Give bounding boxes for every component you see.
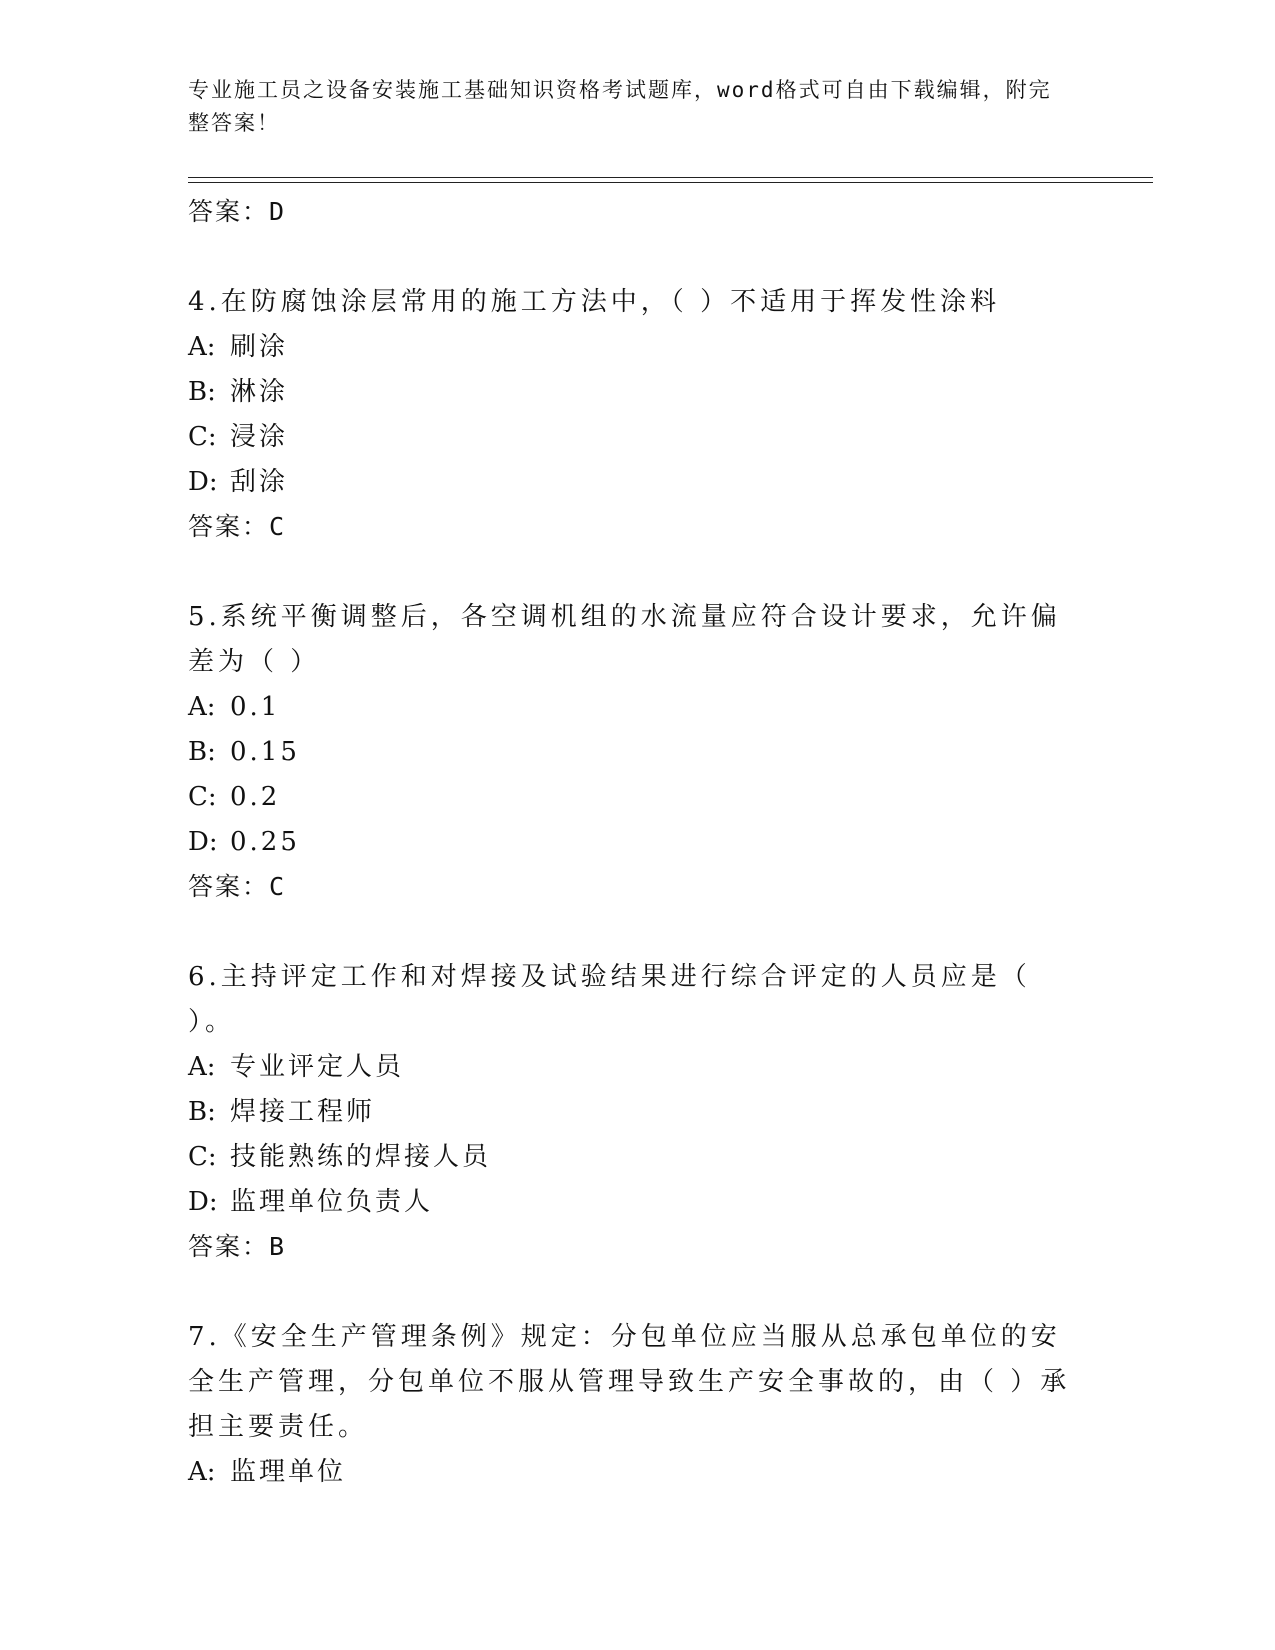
answer-line [188, 505, 1088, 549]
option-item [188, 460, 1088, 505]
option-text: 监理单位 [230, 1457, 347, 1487]
option-letter: A: [188, 692, 216, 722]
question-text: 5.系统平衡调整后，各空调机组的水流量应符合设计要求，允许偏差为（ ） [188, 602, 1061, 677]
answer-value: D [269, 197, 287, 226]
header-text: 专业施工员之设备安装施工基础知识资格考试题库，word格式可自由下载编辑，附完整答案！ [188, 78, 1052, 135]
option-text: 淋涂 [230, 377, 289, 407]
answer-value: C [269, 872, 287, 901]
option-item [188, 1180, 1088, 1225]
option-item [188, 370, 1088, 415]
option-item [188, 1450, 1088, 1495]
option-letter: A: [188, 332, 216, 362]
option-item [188, 1045, 1088, 1090]
option-item [188, 325, 1088, 370]
answer-label: 答案： [188, 1232, 270, 1261]
option-letter: C: [188, 1142, 217, 1172]
option-item [188, 730, 1088, 775]
answer-label: 答案： [188, 512, 270, 541]
option-letter: C: [188, 422, 217, 452]
answer-line [188, 190, 1088, 234]
answer-line [188, 865, 1088, 909]
document-header [188, 74, 1068, 140]
option-letter: D: [188, 1187, 218, 1217]
question-block [188, 280, 1088, 549]
option-item [188, 415, 1088, 460]
option-item [188, 775, 1088, 820]
question-list [188, 190, 1088, 1495]
answer-label: 答案： [188, 197, 270, 226]
option-item [188, 1090, 1088, 1135]
option-letter: A: [188, 1457, 216, 1487]
question-block [188, 955, 1088, 1269]
option-letter: C: [188, 782, 217, 812]
option-text: 0.2 [230, 782, 281, 812]
option-text: 浸涂 [230, 422, 289, 452]
answer-value: C [269, 512, 287, 541]
option-letter: B: [188, 737, 216, 767]
option-text: 0.25 [230, 827, 300, 857]
header-divider-bottom [188, 182, 1153, 183]
header-divider-top [188, 177, 1153, 178]
option-item [188, 1135, 1088, 1180]
option-letter: B: [188, 1097, 216, 1127]
option-text: 焊接工程师 [230, 1097, 376, 1127]
question-text: 7.《安全生产管理条例》规定：分包单位应当服从总承包单位的安全生产管理，分包单位不服从管理导致生产安全事故的，由（ ）承担主要责任。 [188, 1322, 1071, 1442]
question-text: 4.在防腐蚀涂层常用的施工方法中，（ ）不适用于挥发性涂料 [188, 287, 1001, 317]
option-letter: D: [188, 827, 218, 857]
option-letter: A: [188, 1052, 216, 1082]
answer-label: 答案： [188, 872, 270, 901]
question-block [188, 1315, 1088, 1495]
answer-line [188, 1225, 1088, 1269]
option-letter: D: [188, 467, 218, 497]
option-text: 刷涂 [230, 332, 289, 362]
option-text: 监理单位负责人 [230, 1187, 434, 1217]
answer-value: B [269, 1232, 287, 1261]
option-text: 专业评定人员 [230, 1052, 405, 1082]
option-item [188, 685, 1088, 730]
option-letter: B: [188, 377, 216, 407]
question-block [188, 595, 1088, 909]
option-text: 0.15 [230, 737, 300, 767]
option-item [188, 820, 1088, 865]
option-text: 技能熟练的焊接人员 [230, 1142, 492, 1172]
option-text: 0.1 [230, 692, 281, 722]
question-text: 6.主持评定工作和对焊接及试验结果进行综合评定的人员应是（ ）。 [188, 962, 1031, 1037]
option-text: 刮涂 [230, 467, 289, 497]
